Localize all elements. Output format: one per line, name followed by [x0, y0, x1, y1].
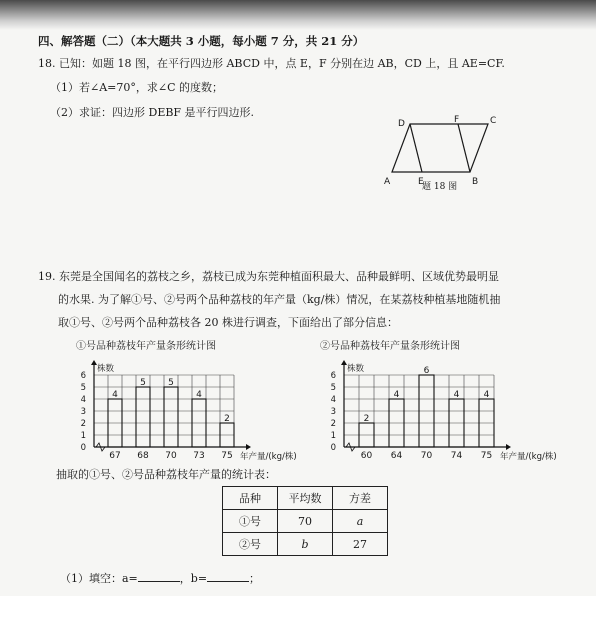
label-C: C [490, 116, 497, 126]
y-tick-label: 1 [330, 431, 336, 441]
q18-stem: 18. 已知：如题 18 图，在平行四边形 ABCD 中，点 E，F 分别在边 AB，CD 上，且 AE=CF. [38, 57, 505, 70]
photo-bottom-edge [0, 596, 596, 618]
q18-part1: （1）若∠A=70°，求∠C 的度数； [50, 81, 224, 94]
table-row [223, 533, 388, 556]
bar-value-label: 4 [112, 390, 118, 400]
y-tick-label: 4 [80, 395, 86, 405]
table-cell: b [278, 533, 333, 556]
x-axis-arrow [246, 444, 251, 450]
x-tick-label: 70 [420, 451, 433, 461]
bar [164, 387, 178, 447]
bar-value-label: 4 [196, 390, 202, 400]
label-A: A [384, 177, 391, 187]
bar-value-label: 4 [393, 390, 400, 400]
x-tick-label: 70 [165, 451, 177, 461]
y-tick-label: 6 [330, 371, 336, 381]
table-cell: ②号 [223, 533, 278, 556]
y-tick-label: 5 [330, 383, 336, 393]
x-axis-arrow [506, 444, 511, 450]
segment-de [410, 124, 422, 172]
bar-value-label: 4 [483, 390, 490, 400]
y-tick-label: 0 [80, 443, 86, 453]
table-header-cell: 平均数 [278, 487, 333, 510]
y-tick-label: 6 [80, 371, 86, 381]
y-axis-label: 株数 [97, 364, 115, 374]
y-tick-label: 3 [80, 407, 86, 417]
x-tick-label: 68 [137, 451, 149, 461]
parallelogram-lines [392, 124, 488, 172]
bar-value-label: 2 [224, 414, 230, 424]
bar-value-label: 2 [363, 414, 370, 424]
chart-variety-1 [76, 355, 312, 465]
section-header: 四、解答题（二）（本大题共 3 小题，每小题 7 分，共 21 分） [38, 34, 365, 48]
table-cell: a [333, 510, 388, 533]
table-cell: ①号 [223, 510, 278, 533]
x-tick-label: 67 [109, 451, 121, 461]
chart-variety-2 [318, 355, 568, 465]
y-tick-label: 5 [80, 383, 86, 393]
q19-line2: 的水果. 为了解①号、②号两个品种荔枝的年产量（kg/株）情况，在某荔枝种植基地随机抽 [58, 293, 501, 306]
y-tick-label: 4 [330, 395, 336, 405]
label-D: D [398, 119, 405, 129]
answer-blank-b[interactable] [207, 570, 249, 582]
table-header-cell: 方差 [333, 487, 388, 510]
q18-part2: （2）求证：四边形 DEBF 是平行四边形. [50, 106, 255, 119]
label-B: B [472, 177, 479, 187]
bar-value-label: 6 [423, 366, 430, 376]
table-header-row [223, 487, 388, 510]
fill-prefix: （1）填空：a= [60, 572, 138, 585]
x-tick-label: 75 [480, 451, 493, 461]
table-cell: 70 [278, 510, 333, 533]
x-tick-label: 60 [360, 451, 373, 461]
y-tick-label: 3 [330, 407, 336, 417]
table-row [223, 510, 388, 533]
y-tick-label: 0 [330, 443, 336, 453]
photo-top-shadow [0, 0, 596, 30]
x-tick-label: 64 [390, 451, 403, 461]
stats-table [222, 486, 388, 556]
segment-fb [458, 124, 470, 172]
table-cell: 27 [333, 533, 388, 556]
parallelogram-abcd [392, 124, 488, 172]
x-axis-label: 年产量/(kg/株) [500, 452, 557, 462]
chart2-title: ②号品种荔枝年产量条形统计图 [320, 341, 460, 352]
x-tick-label: 75 [221, 451, 233, 461]
q19-line1: 19. 东莞是全国闻名的荔枝之乡，荔枝已成为东莞种植面积最大、品种最鲜明、区域优势最明显 [38, 270, 499, 283]
chart1-title: ①号品种荔枝年产量条形统计图 [76, 341, 216, 352]
figure-caption: 题 18 图 [422, 182, 458, 192]
y-tick-label: 2 [330, 419, 336, 429]
label-E: E [418, 177, 424, 187]
table-intro: 抽取的①号、②号品种荔枝年产量的统计表： [56, 468, 276, 481]
x-axis-label: 年产量/(kg/株) [240, 452, 297, 462]
q19-fill-line [60, 570, 260, 586]
fill-end: ； [249, 572, 261, 585]
label-F: F [454, 115, 460, 125]
y-tick-label: 2 [80, 419, 86, 429]
bar-value-label: 4 [453, 390, 460, 400]
bar-value-label: 5 [140, 378, 146, 388]
table-header-cell: 品种 [223, 487, 278, 510]
y-axis-label: 株数 [347, 364, 365, 374]
bar-value-label: 5 [168, 378, 174, 388]
q19-line3: 取①号、②号两个品种荔枝各 20 株进行调查，下面给出了部分信息： [58, 316, 398, 329]
y-tick-label: 1 [80, 431, 86, 441]
bar [136, 387, 150, 447]
x-tick-label: 73 [193, 451, 205, 461]
answer-blank-a[interactable] [138, 570, 180, 582]
x-tick-label: 74 [450, 451, 463, 461]
fill-mid: ，b= [179, 572, 208, 585]
